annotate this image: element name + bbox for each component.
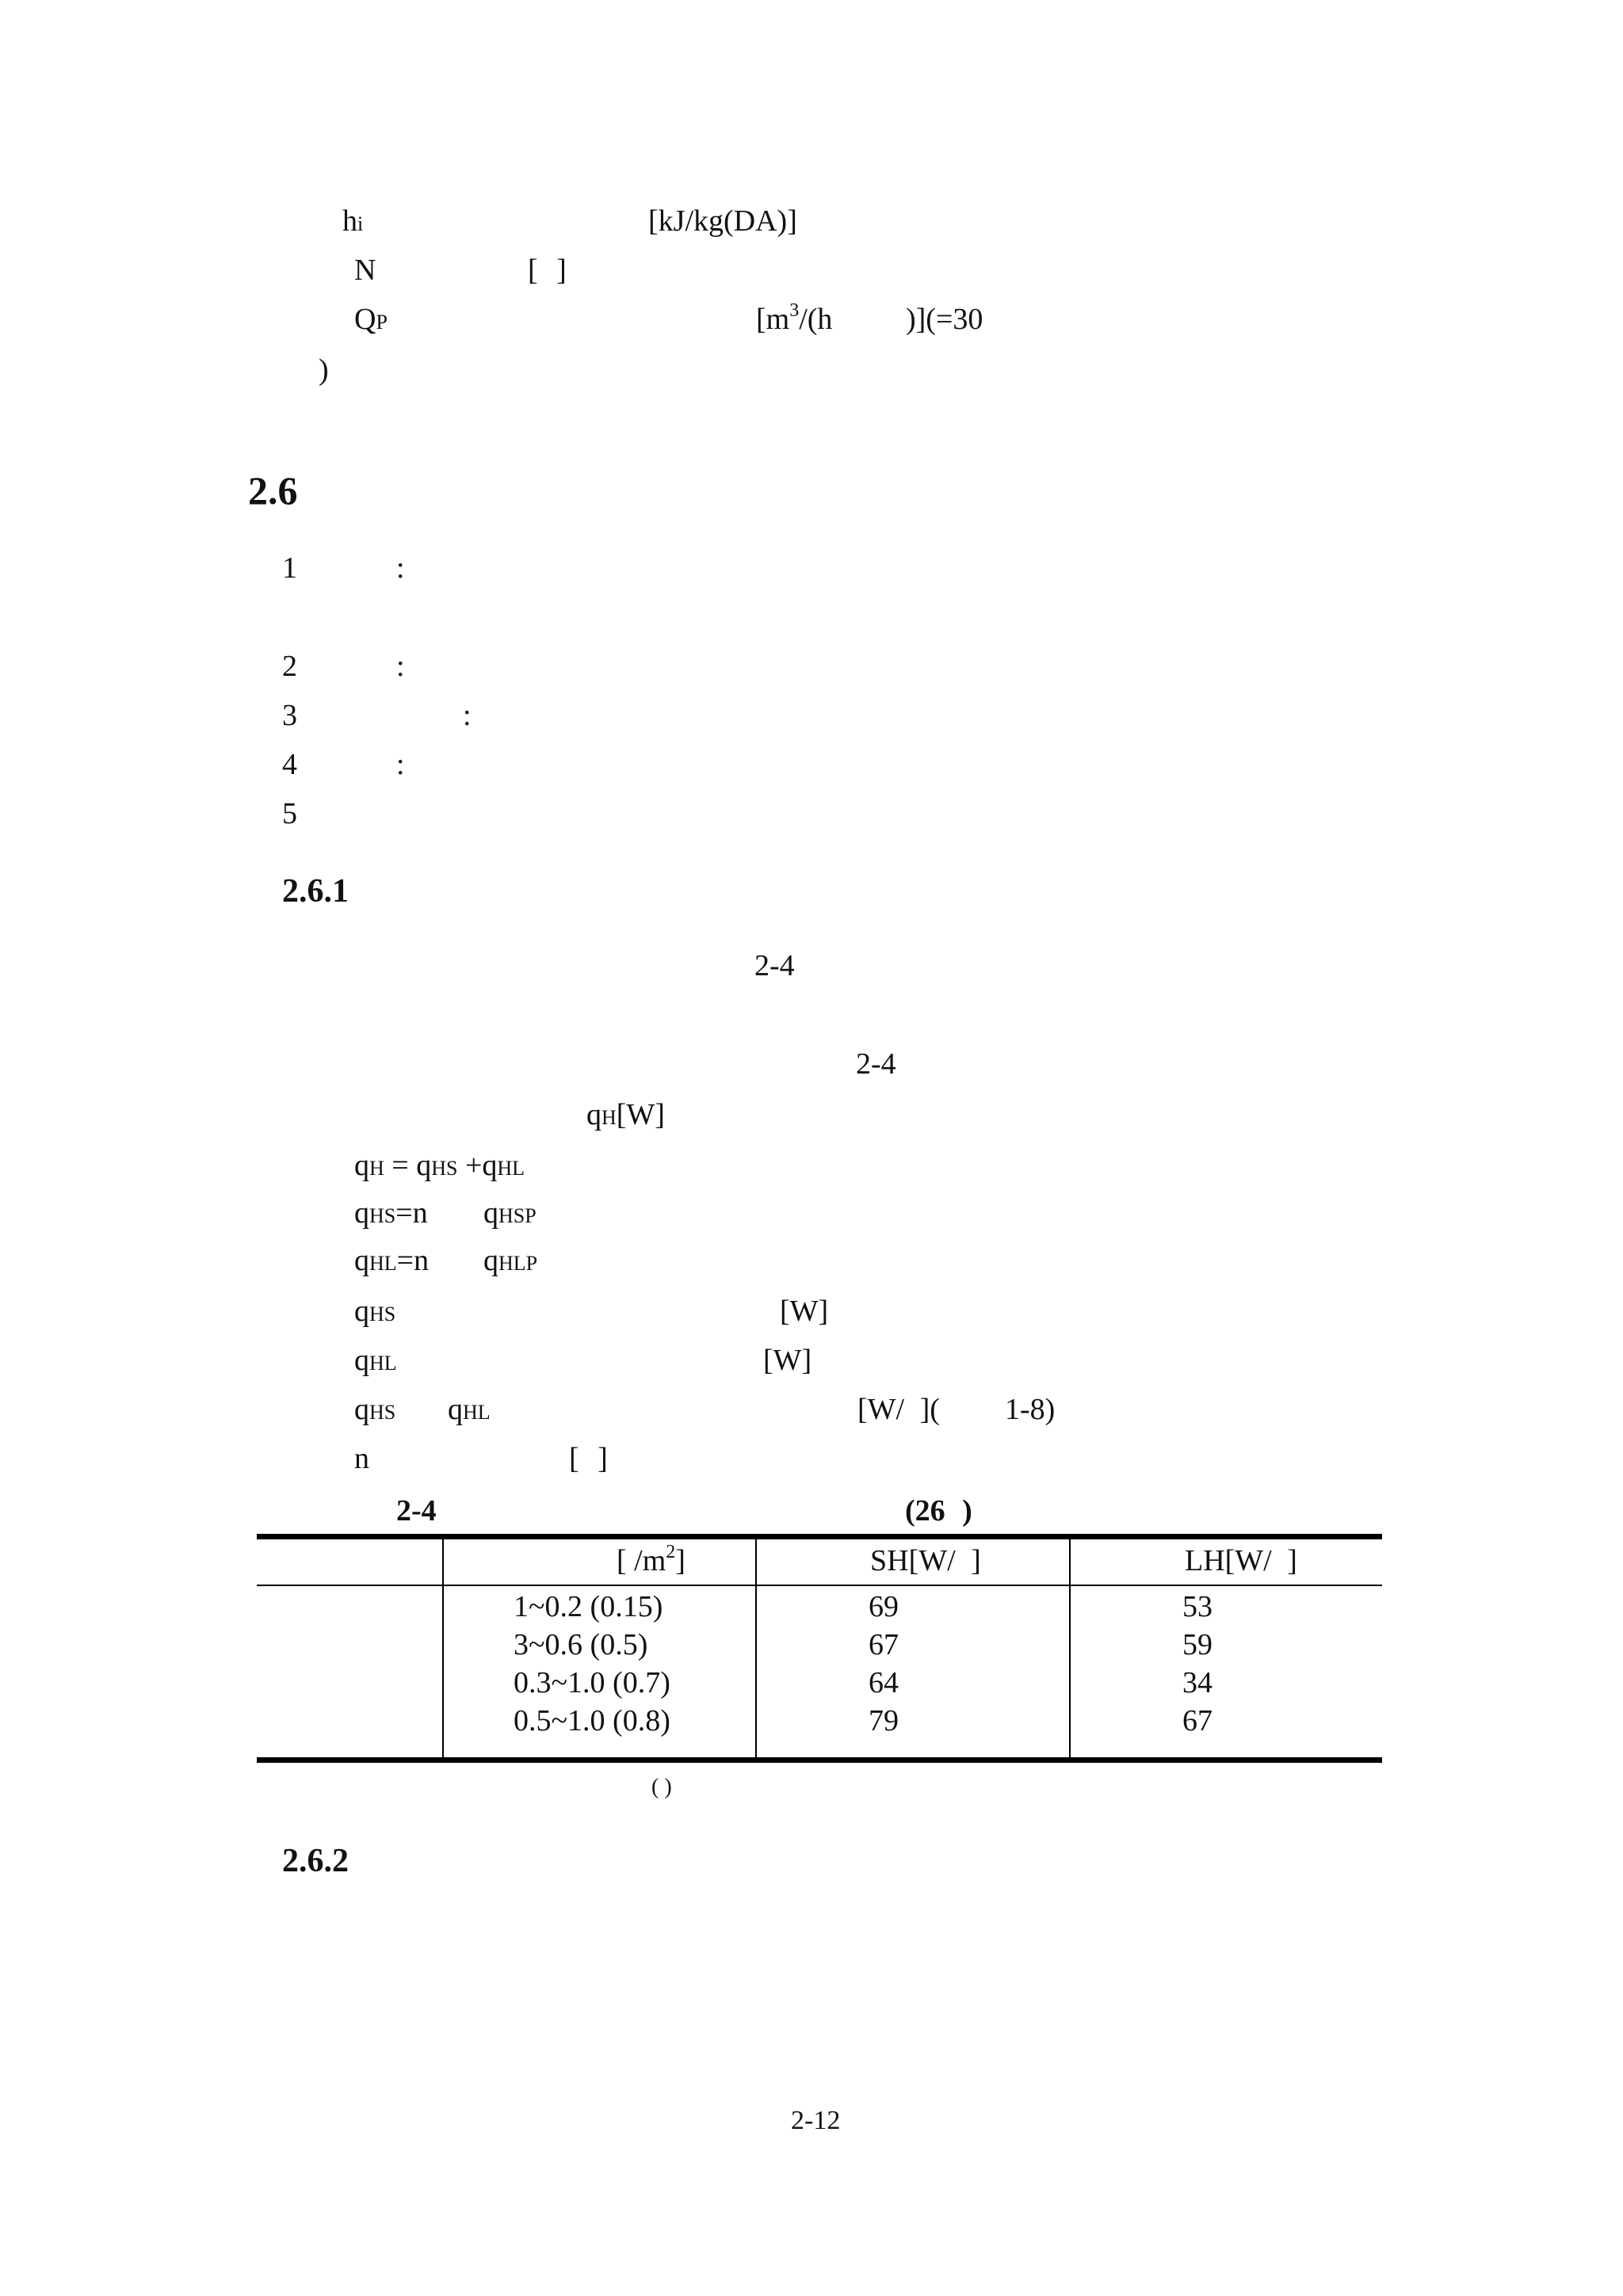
formula-sensible-per-person bbox=[483, 1198, 537, 1228]
list-item-colon: : bbox=[396, 551, 405, 585]
list-item-colon: : bbox=[396, 650, 405, 683]
def-n-symbol-2: n bbox=[354, 1442, 369, 1475]
table-cell-density: 1~0.2 (0.15) bbox=[514, 1590, 663, 1623]
list-item-number: 4 bbox=[282, 748, 297, 781]
formula-term: =n bbox=[395, 1196, 428, 1230]
subsection-heading: 2.6.1 bbox=[282, 873, 349, 910]
list-item-number: 2 bbox=[282, 650, 297, 683]
def-term: q bbox=[354, 1295, 369, 1328]
table-cell-density: 0.3~1.0 (0.7) bbox=[514, 1666, 670, 1699]
subsection-heading: 2.6.2 bbox=[282, 1843, 349, 1879]
qp-subscript: P bbox=[376, 311, 388, 334]
table-note: ( ) bbox=[651, 1775, 672, 1799]
table-reference: 2-4 bbox=[754, 949, 795, 982]
table-column-divider bbox=[442, 1534, 444, 1758]
qh-unit: [W] bbox=[616, 1098, 665, 1131]
formula-total bbox=[354, 1150, 525, 1180]
hi-symbol: h bbox=[342, 204, 357, 238]
def-subscript: HL bbox=[463, 1401, 491, 1424]
table-caption-right: (26 ) bbox=[905, 1494, 972, 1527]
table-cell-sh: 79 bbox=[869, 1704, 899, 1737]
table-caption-number: 2-4 bbox=[396, 1494, 437, 1527]
table-cell-density: 0.5~1.0 (0.8) bbox=[514, 1704, 670, 1737]
def-hi-symbol bbox=[342, 206, 363, 236]
table-cell-lh: 53 bbox=[1182, 1590, 1212, 1623]
formula-latent-per-person bbox=[483, 1245, 537, 1276]
table-reference: 2-4 bbox=[856, 1047, 896, 1081]
qp-unit-part-b: /(h bbox=[799, 303, 833, 336]
table-top-rule bbox=[257, 1534, 1382, 1539]
def-qp-unit bbox=[756, 300, 833, 336]
formula-term: q bbox=[354, 1196, 369, 1230]
def-n-unit: [ ] bbox=[528, 254, 567, 287]
formula-term: +q bbox=[457, 1149, 498, 1182]
def-subscript: HS bbox=[369, 1401, 396, 1424]
def-term: q bbox=[354, 1393, 369, 1426]
def-qhs-symbol bbox=[354, 1296, 395, 1326]
qp-unit-exponent: 3 bbox=[789, 300, 800, 321]
formula-subscript: HL bbox=[497, 1157, 525, 1180]
def-per-person-unit: [W/ ]( bbox=[857, 1393, 940, 1426]
list-item-colon: : bbox=[396, 748, 405, 781]
density-header-exponent: 2 bbox=[666, 1542, 676, 1562]
page-number: 2-12 bbox=[791, 2106, 841, 2135]
hi-subscript: i bbox=[357, 212, 364, 235]
table-cell-sh: 67 bbox=[869, 1628, 899, 1661]
formula-term: = q bbox=[384, 1149, 432, 1182]
table-cell-lh: 34 bbox=[1182, 1666, 1212, 1699]
table-header-rule bbox=[257, 1585, 1382, 1586]
formula-subscript: HL bbox=[369, 1252, 397, 1275]
def-close-paren: ) bbox=[319, 353, 329, 387]
def-term: q bbox=[354, 1344, 369, 1377]
def-qhs-unit: [W] bbox=[780, 1295, 829, 1328]
list-item-number: 1 bbox=[282, 551, 297, 585]
formula-latent bbox=[354, 1245, 429, 1276]
table-header-density bbox=[617, 1542, 685, 1584]
qh-subscript: H bbox=[601, 1106, 617, 1129]
density-header-part: [ /m bbox=[617, 1544, 666, 1577]
def-qp-symbol bbox=[354, 304, 388, 334]
def-subscript: HS bbox=[369, 1302, 396, 1325]
list-item-number: 5 bbox=[282, 797, 297, 830]
def-term: q bbox=[448, 1393, 463, 1426]
section-heading: 2.6 bbox=[248, 468, 298, 513]
formula-subscript: HLP bbox=[498, 1252, 538, 1275]
def-per-person-symbol-a bbox=[354, 1394, 395, 1425]
formula-subscript: HSP bbox=[498, 1204, 537, 1227]
def-per-person-ref: 1-8) bbox=[1005, 1393, 1056, 1426]
table-header-lh: LH[W/ ] bbox=[1185, 1544, 1297, 1577]
qh-symbol: q bbox=[586, 1098, 601, 1131]
def-qhl-unit: [W] bbox=[763, 1344, 812, 1377]
list-item-colon: : bbox=[463, 699, 472, 732]
qp-symbol: Q bbox=[354, 303, 376, 336]
def-qhl-symbol bbox=[354, 1345, 397, 1375]
formula-term: q bbox=[354, 1244, 369, 1277]
def-per-person-symbol-b bbox=[448, 1394, 491, 1425]
formula-term: =n bbox=[396, 1244, 430, 1277]
table-header-sh: SH[W/ ] bbox=[870, 1544, 981, 1577]
table-column-divider bbox=[755, 1534, 757, 1758]
def-subscript: HL bbox=[369, 1352, 397, 1375]
formula-subscript: H bbox=[369, 1157, 384, 1180]
def-n-unit-2: [ ] bbox=[569, 1442, 608, 1475]
density-header-part: ] bbox=[675, 1544, 685, 1577]
heat-gain-label bbox=[586, 1100, 665, 1130]
formula-term: q bbox=[483, 1196, 498, 1230]
list-item-number: 3 bbox=[282, 699, 297, 732]
table-bottom-rule bbox=[257, 1757, 1382, 1763]
formula-sensible bbox=[354, 1198, 428, 1228]
qp-unit-part-a: [m bbox=[756, 303, 790, 336]
table-cell-density: 3~0.6 (0.5) bbox=[514, 1628, 648, 1661]
table-cell-lh: 59 bbox=[1182, 1628, 1212, 1661]
table-cell-sh: 64 bbox=[869, 1666, 899, 1699]
table-cell-lh: 67 bbox=[1182, 1704, 1212, 1737]
formula-term: q bbox=[354, 1149, 369, 1182]
table-column-divider bbox=[1069, 1534, 1071, 1758]
formula-term: q bbox=[483, 1244, 498, 1277]
table-cell-sh: 69 bbox=[869, 1590, 899, 1623]
formula-subscript: HS bbox=[369, 1204, 396, 1227]
formula-subscript: HS bbox=[431, 1157, 458, 1180]
def-n-symbol: N bbox=[354, 254, 376, 287]
def-qp-unit-tail: )](=30 bbox=[906, 303, 983, 336]
def-hi-unit: [kJ/kg(DA)] bbox=[648, 204, 797, 238]
